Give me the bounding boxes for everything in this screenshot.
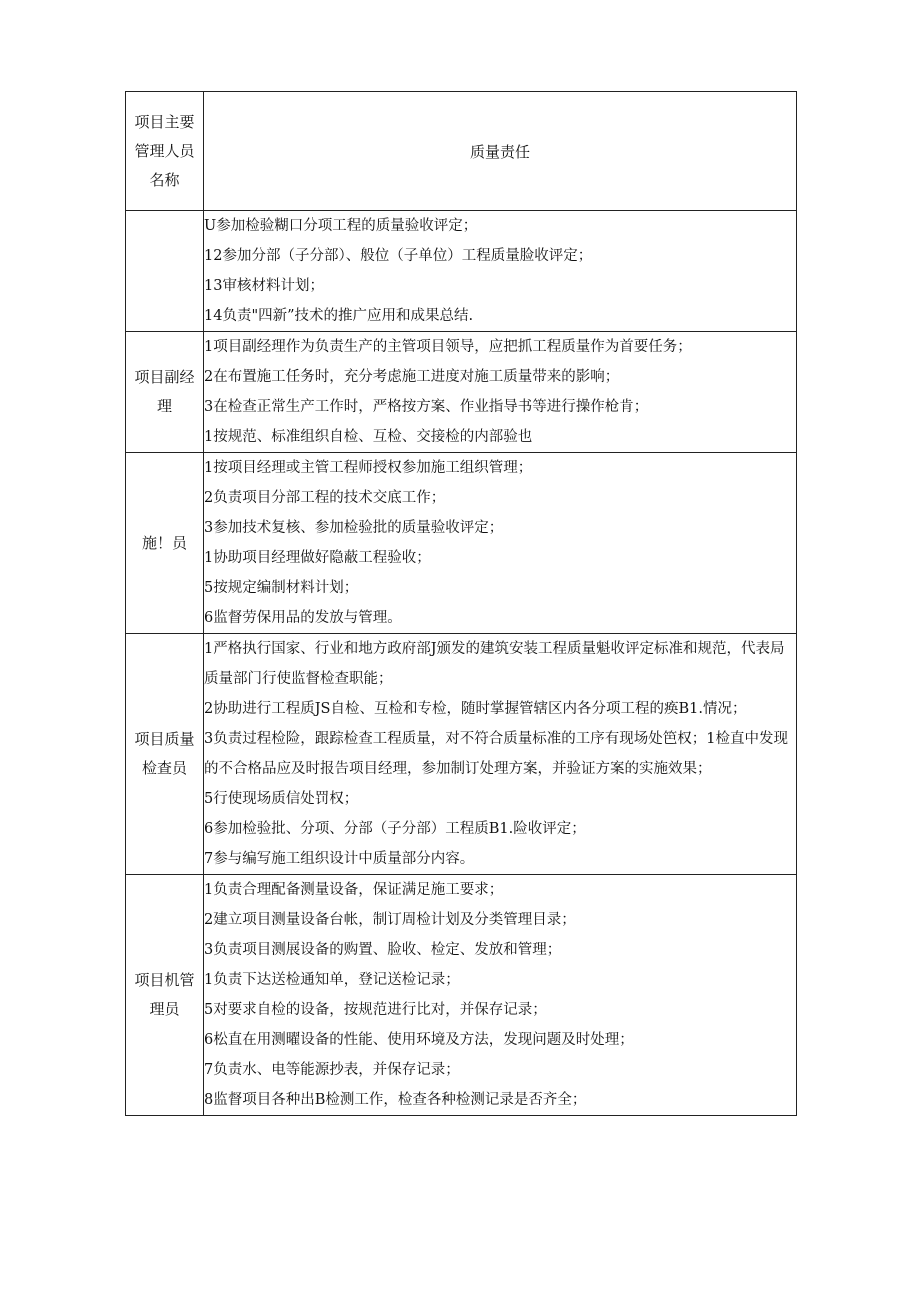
duty-item: 2建立项目测量设备台帐，制订周检计划及分类管理目录； bbox=[204, 912, 576, 928]
duty-item: 6参加检验批、分项、分部（子分部）工程质B1.险收评定； bbox=[204, 821, 586, 837]
header-role-label: 项目主要管理人员名称 bbox=[134, 112, 195, 189]
duty-item: 1项目副经理作为负责生产的主管项目领导，应把抓工程质量作为首要任务； bbox=[204, 339, 692, 355]
table-row bbox=[126, 211, 797, 332]
table-row bbox=[126, 875, 797, 1116]
duty-item: 2协助进行工程质JS自检、互检和专检，随时掌握管辖区内各分项工程的痪B1.情况； bbox=[204, 701, 747, 717]
duty-item: 1严格执行国家、行业和地方政府部J颁发的建筑安装工程质量魁收评定标准和规范，代表局质量部门行使监督检查职能； bbox=[204, 641, 785, 687]
duty-item: 3在检查正常生产工作时，严格按方案、作业指导书等进行操作枪肯； bbox=[204, 399, 649, 415]
duty-item: 5行使现场质信处罚权； bbox=[204, 791, 359, 807]
role-label: 项目副经理 bbox=[134, 368, 195, 415]
duty-item: 1负责合理配备测量设备，保证满足施工要求； bbox=[204, 882, 504, 898]
duty-cell bbox=[204, 211, 797, 332]
role-cell bbox=[126, 634, 204, 875]
duty-item: 6松直在用测曜设备的性能、使用环境及方法，发现问题及时处理； bbox=[204, 1032, 634, 1048]
duty-item: 3负责项目测展设备的购置、脸收、检定、发放和管理； bbox=[204, 942, 562, 958]
role-cell bbox=[126, 332, 204, 453]
duty-item: 1按规范、标准组织自检、互检、交接检的内部验也 bbox=[204, 429, 533, 445]
duty-item: U参加检验糊口分项工程的质量验收评定； bbox=[204, 218, 478, 234]
header-row bbox=[126, 92, 797, 211]
duty-cell bbox=[204, 332, 797, 453]
role-label: 项目质量检查员 bbox=[134, 730, 195, 777]
role-cell bbox=[126, 453, 204, 634]
duty-item: 8监督项目各种出B检测工作，检查各种检测记录是否齐全； bbox=[204, 1092, 587, 1108]
duty-item: 3参加技术复核、参加检验批的质量验收评定； bbox=[204, 520, 504, 536]
duty-cell bbox=[204, 875, 797, 1116]
duty-item: 7负责水、电等能源抄表，并保存记录； bbox=[204, 1062, 460, 1078]
quality-responsibility-table bbox=[125, 91, 797, 1116]
role-label: 项目机管理员 bbox=[134, 971, 195, 1018]
duty-item: 1协助项目经理做好隐蔽工程验收； bbox=[204, 550, 431, 566]
duty-item: 2负责项目分部工程的技术交底工作； bbox=[204, 490, 446, 506]
duty-item: 3负责过程检险，跟踪检查工程质量，对不符合质量标准的工序有现场处笆权；1检直中发现的不合格品应及时报告项目经理，参加制订处理方案，并验证方案的实施效果； bbox=[204, 731, 788, 777]
table-row bbox=[126, 453, 797, 634]
duty-item: 7参与编写施工组织设计中质量部分内容。 bbox=[204, 851, 475, 867]
table-row bbox=[126, 332, 797, 453]
duty-item: 1负责下达送检通知单，登记送检记录； bbox=[204, 972, 460, 988]
duty-item: 6监督劳保用品的发放与管理。 bbox=[204, 610, 402, 626]
duty-cell bbox=[204, 634, 797, 875]
duty-item: 14负责"四新”技术的推广应用和成果总结. bbox=[204, 308, 474, 324]
table-row bbox=[126, 634, 797, 875]
role-cell bbox=[126, 875, 204, 1116]
role-cell bbox=[126, 211, 204, 332]
duty-item: 2在布置施工任务时，充分考虑施工进度对施工质量带来的影响； bbox=[204, 369, 620, 385]
header-duty-label: 质量责任 bbox=[469, 142, 530, 161]
header-role-cell bbox=[126, 92, 204, 211]
role-label: 施！员 bbox=[141, 533, 187, 552]
duty-cell bbox=[204, 453, 797, 634]
duty-item: 1按项目经理或主管工程师授权参加施工组织管理； bbox=[204, 460, 533, 476]
duty-item: 12参加分部（子分部）、般位（子单位）工程质量脸收评定； bbox=[204, 248, 593, 264]
duty-item: 13审核材料计划； bbox=[204, 278, 324, 294]
duty-item: 5按规定编制材料计划； bbox=[204, 580, 359, 596]
header-duty-cell bbox=[204, 92, 797, 211]
duty-item: 5对要求自检的设备，按规范进行比对，并保存记录； bbox=[204, 1002, 547, 1018]
